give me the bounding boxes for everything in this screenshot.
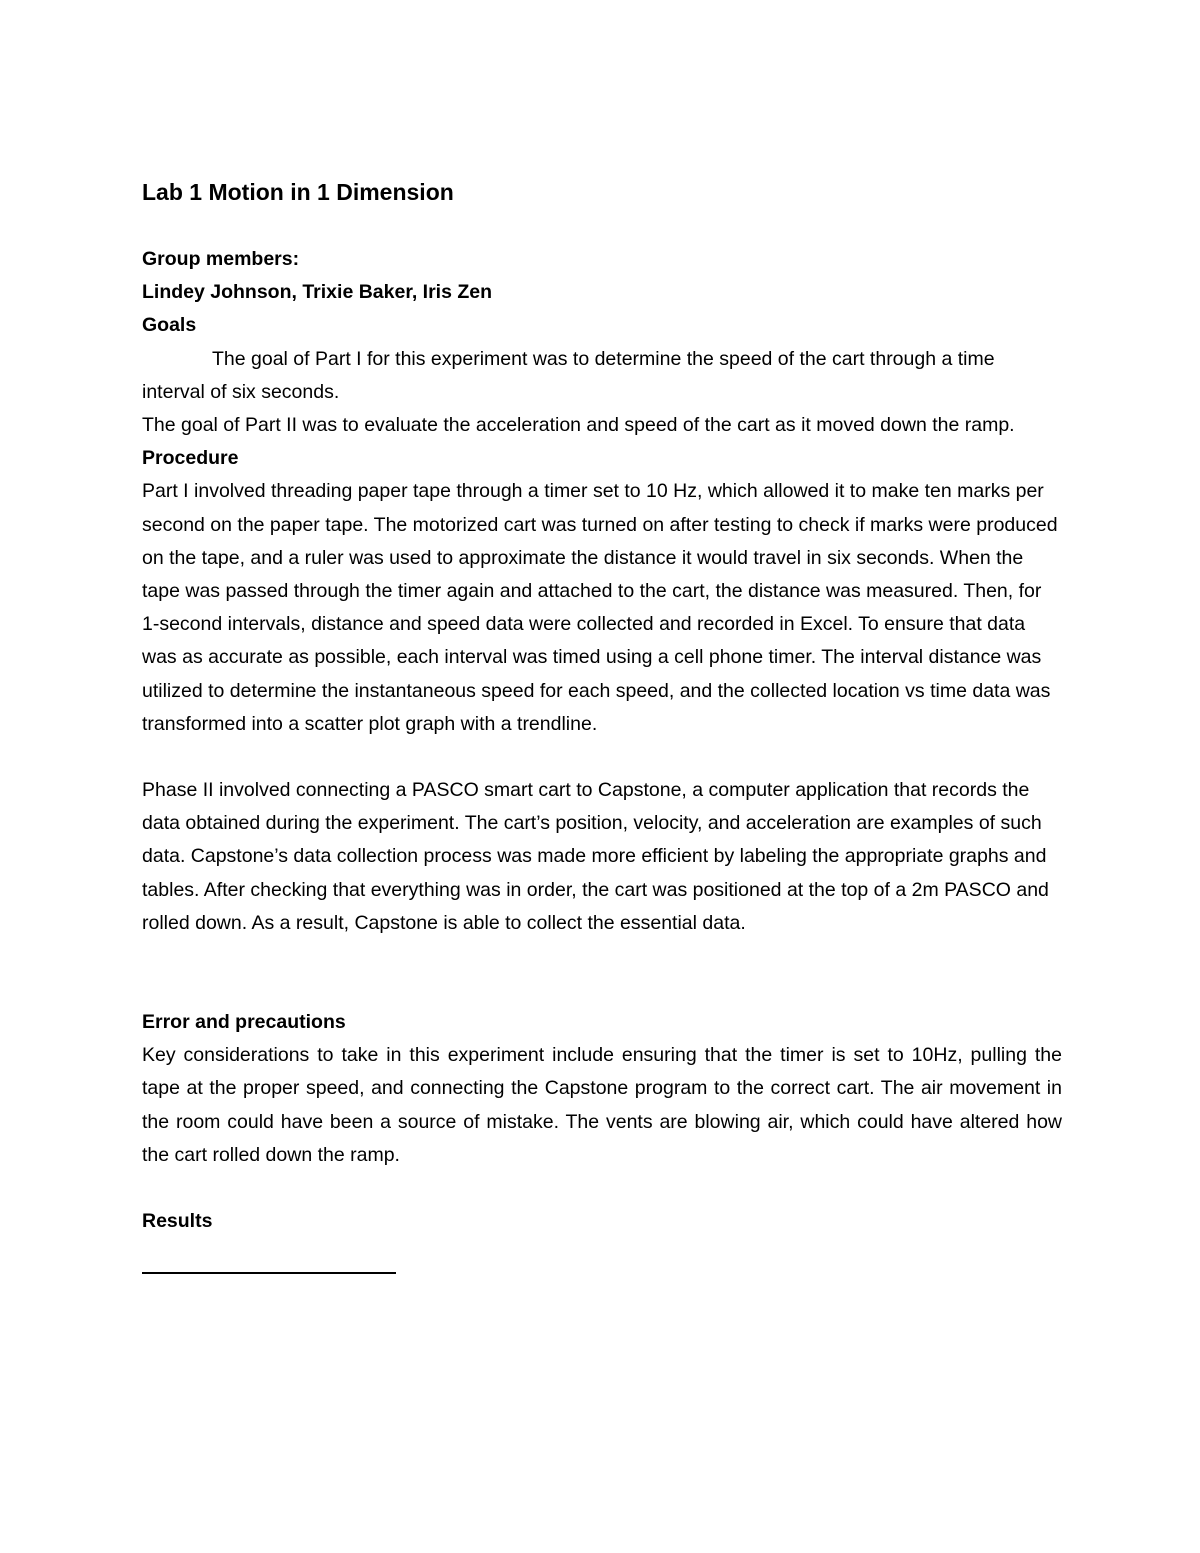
page-title: Lab 1 Motion in 1 Dimension	[142, 179, 454, 205]
goals-part1-paragraph: The goal of Part I for this experiment was to determine the speed of the cart through a time interval of six seconds.	[142, 347, 995, 403]
document-page	[142, 176, 1062, 1274]
results-underline-rule	[142, 1272, 396, 1274]
group-members-label: Group members:	[142, 248, 300, 270]
paragraph-spacer	[142, 741, 1062, 774]
procedure-part2-paragraph: Phase II involved connecting a PASCO smart cart to Capstone, a computer application that records the data obtained during the experiment. The cart’s position, velocity, and acceleration are examples of such data. Capstone’s data collection process was made more efficient by labeling the appropriate graphs and tables. After checking that everything was in order, the cart was positioned at the top of a 2m PASCO and rolled down. As a result, Capstone is able to collect the essential data.	[142, 779, 1049, 934]
results-heading: Results	[142, 1210, 213, 1233]
goals-part2-paragraph: The goal of Part II was to evaluate the acceleration and speed of the cart as it moved down the ramp.	[142, 414, 1015, 437]
section-spacer	[142, 940, 1062, 1006]
procedure-part1-paragraph: Part I involved threading paper tape through a timer set to 10 Hz, which allowed it to make ten marks per second on the paper tape. The motorized cart was turned on after testing to check if marks were produced on the tape, and a ruler was used to approximate the distance it would travel in six seconds. When the tape was passed through the timer again and attached to the cart, the distance was measured. Then, for 1-second intervals, distance and speed data were collected and recorded in Excel. To ensure that data was as accurate as possible, each interval was timed using a cell phone timer. The interval distance was utilized to determine the instantaneous speed for each speed, and the collected location vs time data was transformed into a scatter plot graph with a trendline.	[142, 480, 1058, 735]
errors-paragraph: Key considerations to take in this experiment include ensuring that the timer is set to 10Hz, pulling the tape at the proper speed, and connecting the Capstone program to the correct cart. The air movement in the room could have been a source of mistake. The vents are blowing air, which could have altered how the cart rolled down the ramp.	[142, 1044, 1062, 1166]
procedure-heading: Procedure	[142, 447, 239, 470]
paragraph-spacer	[142, 1172, 1062, 1205]
group-members-names: Lindey Johnson, Trixie Baker, Iris Zen	[142, 281, 493, 304]
goals-heading: Goals	[142, 314, 197, 337]
errors-heading: Error and precautions	[142, 1011, 346, 1034]
